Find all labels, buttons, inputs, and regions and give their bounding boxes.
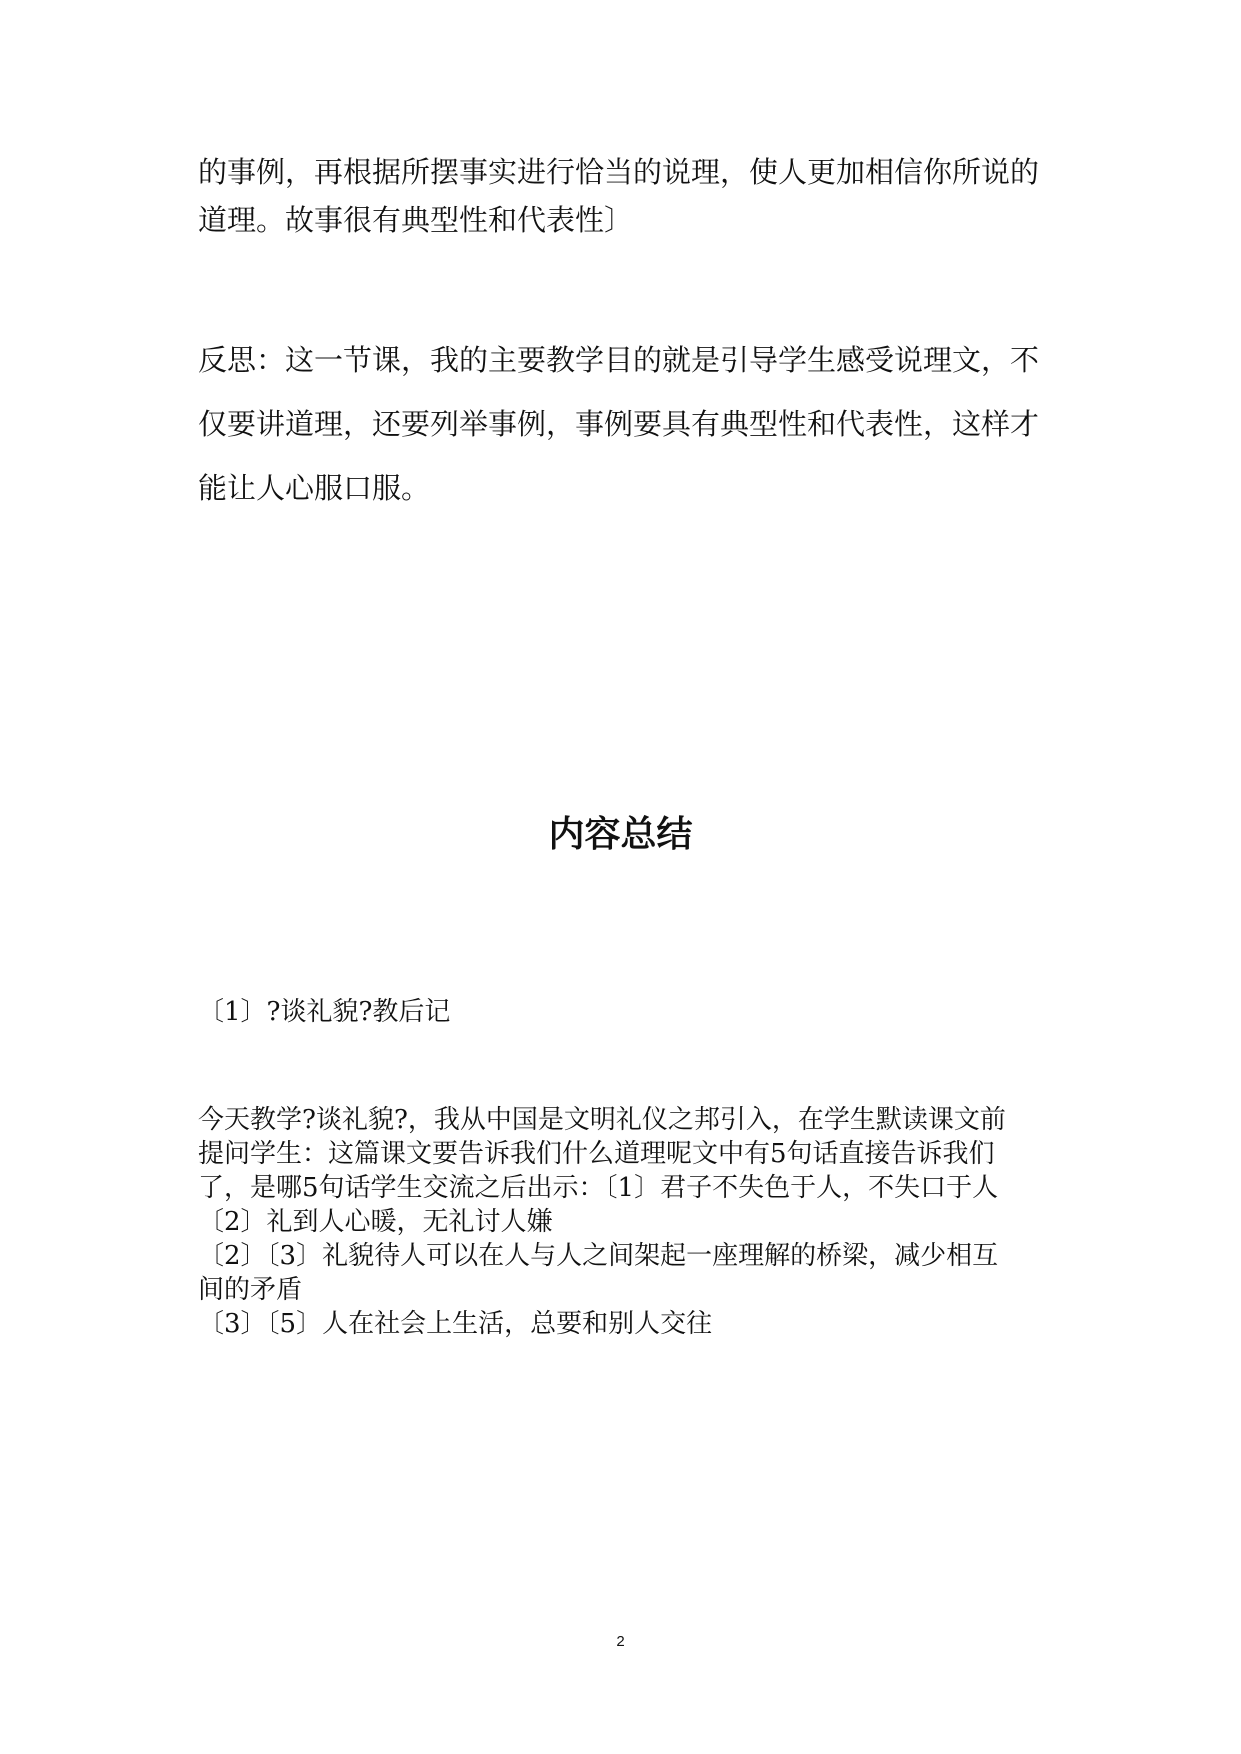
summary-line: 〔2〕礼到人心暖，无礼讨人嫌	[198, 1207, 553, 1237]
body-line: 的事例，再根据所摆事实进行恰当的说理，使人更加相信你所说的	[198, 155, 1040, 189]
summary-line: 提问学生：这篇课文要告诉我们什么道理呢文中有5句话直接告诉我们	[198, 1139, 995, 1169]
reflection-line: 仅要讲道理，还要列举事例，事例要具有典型性和代表性，这样才	[198, 407, 1040, 441]
reflection-line: 反思：这一节课，我的主要教学目的就是引导学生感受说理文，不	[198, 343, 1040, 377]
body-line: 道理。故事很有典型性和代表性〕	[198, 203, 634, 237]
page-number: 2	[616, 1633, 625, 1650]
summary-line: 间的矛盾	[198, 1275, 303, 1305]
summary-line: 〔2〕〔3〕礼貌待人可以在人与人之间架起一座理解的桥梁，减少相互	[198, 1241, 999, 1271]
reflection-line: 能让人心服口服。	[198, 471, 431, 505]
summary-line: 了，是哪5句话学生交流之后出示：〔1〕君子不失色于人，不失口于人	[198, 1173, 999, 1203]
section-title: 内容总结	[548, 814, 693, 855]
summary-line: 〔3〕〔5〕人在社会上生活，总要和别人交往	[198, 1309, 713, 1339]
summary-item-heading: 〔1〕?谈礼貌?教后记	[198, 997, 451, 1027]
summary-line: 今天教学?谈礼貌?，我从中国是文明礼仪之邦引入，在学生默读课文前	[198, 1105, 1006, 1135]
